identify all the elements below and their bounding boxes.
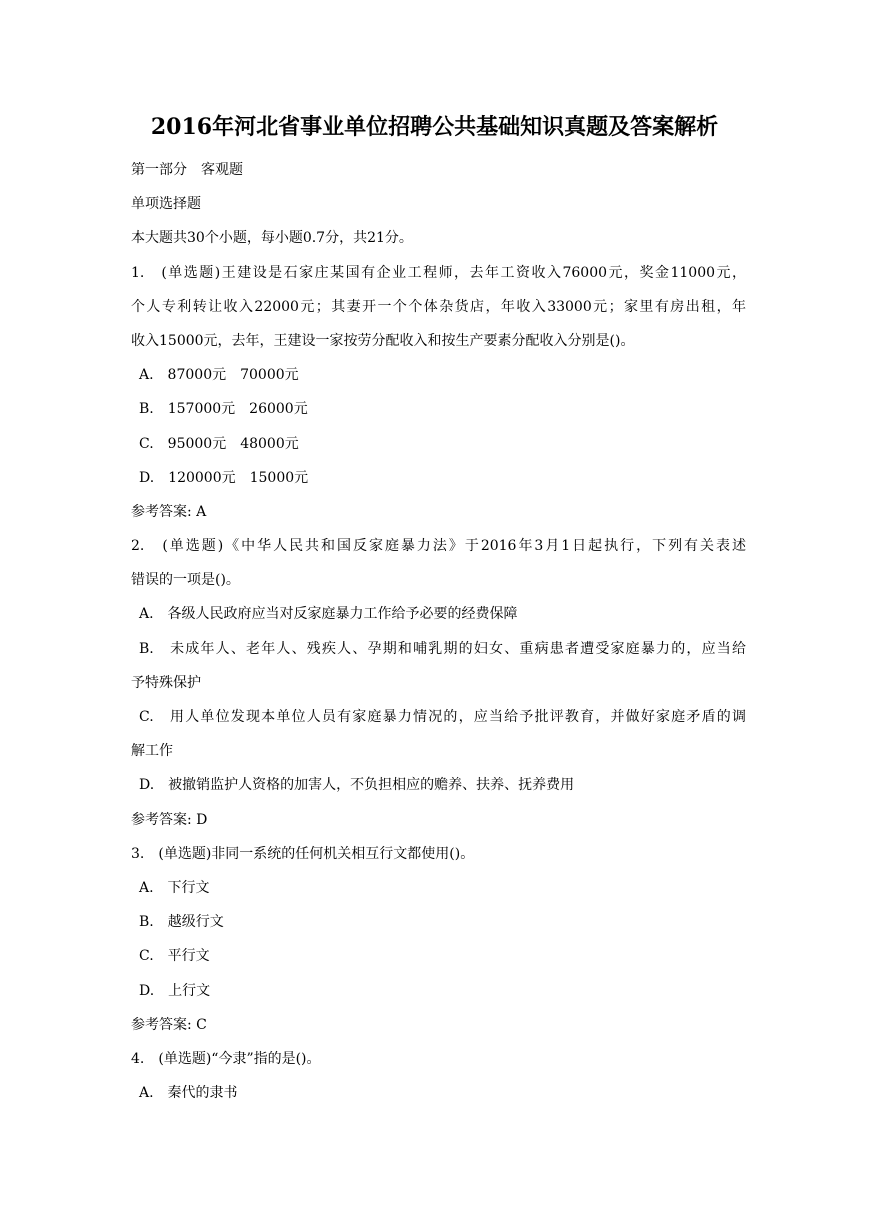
question-stem-line: 2. (单选题)《中华人民共和国反家庭暴力法》于2016年3月1日起执行，下列有关表述 [131,538,746,555]
section-heading: 单项选择题 [131,196,201,213]
option-c: C. 95000元 48000元 [139,435,299,452]
option-a: A. 各级人民政府应当对反家庭暴力工作给予必要的经费保障 [139,606,518,623]
option-a: A. 下行文 [139,879,210,896]
section-instructions: 本大题共30个小题，每小题0.7分，共21分。 [131,230,413,247]
reference-answer: 参考答案: D [131,811,208,828]
question-stem-line: 错误的一项是()。 [131,572,240,589]
option-c: C. 用人单位发现本单位人员有家庭暴力情况的，应当给予批评教育，并做好家庭矛盾的调 [139,709,746,725]
option-a: A. 87000元 70000元 [139,367,299,384]
option-c-continuation: 解工作 [131,743,173,760]
option-c: C. 平行文 [139,948,210,965]
option-d: D. 上行文 [139,982,211,999]
question-4 [131,1042,746,1110]
document-body [131,153,746,1110]
reference-answer: 参考答案: C [131,1016,207,1033]
option-d: D. 120000元 15000元 [139,469,309,486]
question-stem-line: 3. (单选题)非同一系统的任何机关相互行文都使用()。 [131,845,475,862]
question-stem-line: 4. (单选题)“今隶”指的是()。 [131,1050,321,1067]
question-stem-line: 个人专利转让收入22000元；其妻开一个个体杂货店，年收入33000元；家里有房出租，年 [131,298,746,315]
reference-answer: 参考答案: A [131,503,207,520]
document-title: 2016年河北省事业单位招聘公共基础知识真题及答案解析 [150,114,719,140]
question-stem-line: 收入15000元，去年，王建设一家按劳分配收入和按生产要素分配收入分别是()。 [131,332,635,349]
option-b: B. 未成年人、老年人、残疾人、孕期和哺乳期的妇女、重病患者遭受家庭暴力的，应当给 [139,640,746,657]
part-heading: 第一部分 客观题 [131,162,243,178]
option-d: D. 被撤销监护人资格的加害人，不负担相应的赡养、扶养、抚养费用 [139,777,575,794]
option-b: B. 157000元 26000元 [139,401,308,418]
question-3 [131,837,746,1042]
option-a: A. 秦代的隶书 [139,1085,238,1102]
option-b-continuation: 予特殊保护 [131,674,201,691]
option-b: B. 越级行文 [139,914,224,931]
question-2 [131,529,746,837]
question-1 [131,256,746,530]
question-stem-line: 1. (单选题)王建设是石家庄某国有企业工程师，去年工资收入76000元，奖金11000元， [131,264,746,281]
